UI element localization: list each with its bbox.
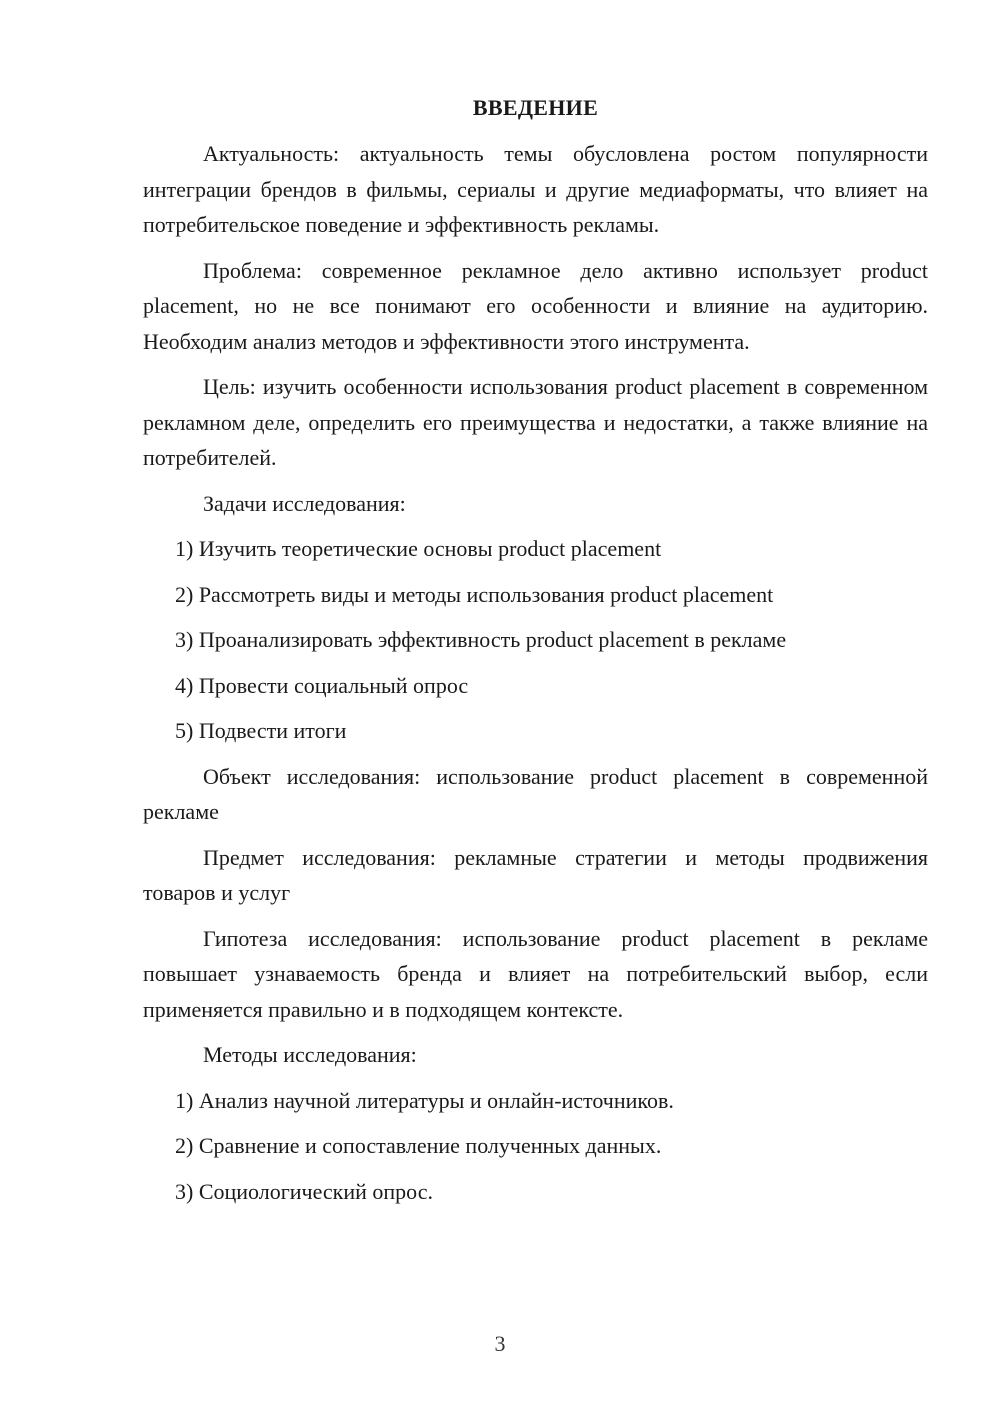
list-item: 5) Подвести итоги — [175, 718, 347, 743]
page-title: ВВЕДЕНИЕ — [472, 95, 599, 120]
list-item: 1) Изучить теоретические основы product placement — [175, 536, 662, 561]
subject-paragraph: Предмет исследования: рекламные стратегии и методы продвижения товаров и услуг — [143, 844, 928, 905]
hypothesis-paragraph: Гипотеза исследования: использование product placement в рекламе повышает узнаваемость бренда и влияет на потребительский выбор, если применяется правильно и в подходящем контексте. — [143, 925, 928, 1022]
tasks-label: Задачи исследования: — [203, 490, 406, 516]
list-item: 2) Рассмотреть виды и методы использования product placement — [175, 581, 774, 607]
relevance-paragraph: Актуальность: актуальность темы обусловлена ростом популярности интеграции брендов в фильмы, сериалы и другие медиаформаты, что влияет на потребительское поведение и эффективность рекламы. — [143, 141, 928, 237]
list-item: 1) Анализ научной литературы и онлайн-источников. — [175, 1087, 674, 1113]
tasks-list — [143, 531, 928, 749]
problem-paragraph: Проблема: современное рекламное дело активно использует product placement, но не все понимают его особенности и влияние на аудиторию. Необходим анализ методов и эффективности этого инструмента. — [143, 257, 928, 354]
object-paragraph: Объект исследования: использование product placement в современной рекламе — [143, 763, 928, 824]
methods-label: Методы исследования: — [203, 1042, 417, 1067]
page-content — [143, 92, 928, 1219]
list-item: 3) Проанализировать эффективность product placement в рекламе — [175, 627, 787, 652]
list-item: 2) Сравнение и сопоставление полученных данных. — [175, 1133, 662, 1158]
list-item: 3) Социологический опрос. — [175, 1178, 433, 1204]
page-number: 3 — [494, 1331, 506, 1356]
list-item: 4) Провести социальный опрос — [175, 672, 469, 698]
methods-list — [143, 1083, 928, 1210]
goal-paragraph: Цель: изучить особенности использования product placement в современном рекламном деле, определить его преимущества и недостатки, а также влияние на потребителей. — [143, 374, 928, 470]
